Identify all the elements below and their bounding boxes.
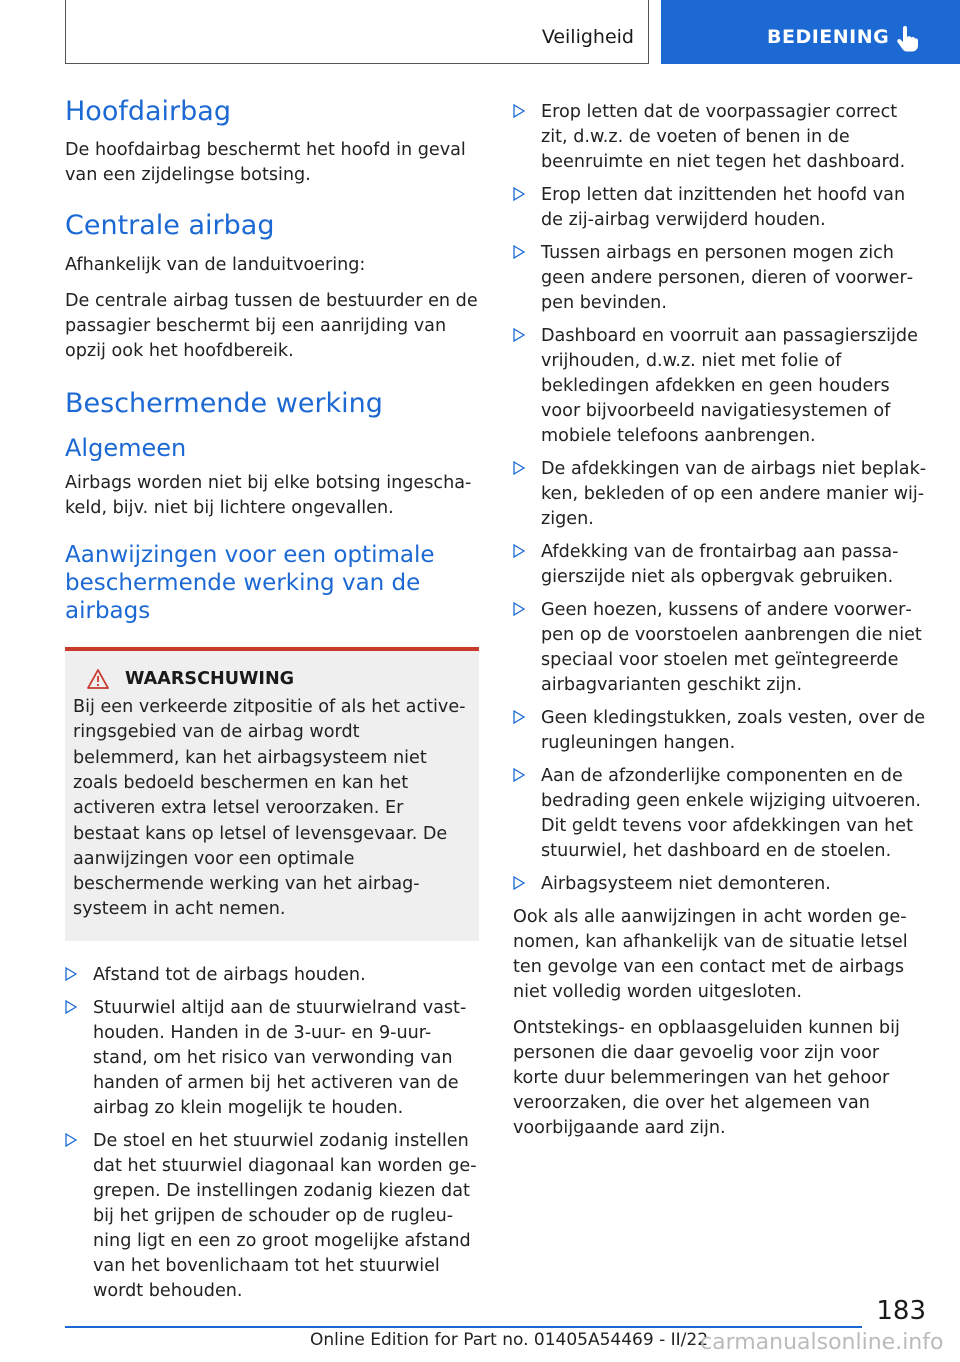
paragraph-centrale-2: De centrale airbag tussen de bestuurder en de passagier beschermt bij een aanrijding van opzij ook het hoofdbereik. (65, 290, 478, 361)
heading-aanwijzingen: Aanwijzingen voor een optimale beschermende werking van de airbags (65, 541, 435, 625)
bullet-triangle-icon (513, 461, 525, 475)
section-title: Veiligheid (541, 26, 634, 48)
bullet-triangle-icon (513, 710, 525, 724)
footer-rule (65, 1326, 862, 1328)
list-item-text: Stuurwiel altijd aan de stuurwielrand vasthouden. Handen in de 3-uur- en 9-uur-stand, om het risico van verwonding van handen of armen bij het activeren van de airbag zo klein mogelijk te houden. (93, 997, 467, 1118)
header-chapter-tab (661, 0, 960, 64)
paragraph-hoofdairbag: De hoofdairbag beschermt het hoofd in geval van een zijdelingse botsing. (65, 140, 466, 186)
bullet-triangle-icon (513, 602, 525, 616)
list-item (513, 457, 927, 532)
left-column (65, 96, 479, 1312)
watermark-text: carmanualsonline.info (700, 1330, 944, 1355)
right-bullet-list (513, 100, 927, 897)
bullet-triangle-icon (65, 967, 77, 981)
list-item-text: De afdekkingen van de airbags niet beplakken, bekleden of op een andere manier wijzigen. (541, 459, 927, 529)
list-item (65, 963, 479, 988)
list-item (513, 706, 927, 756)
list-item-text: De stoel en het stuurwiel zodanig instellen dat het stuurwiel diagonaal kan worden gegrepen. De instellingen zodanig kiezen dat bij het grijpen de schouder op de rugleuning ligt en een zo groot mogelijke afstand van het bovenlichaam tot het stuurwiel wordt behouden. (93, 1130, 477, 1301)
list-item-text: Dashboard en voorruit aan passagierszijde vrijhouden, d.w.z. niet met folie of bekledingen afdekken en geen houders voor bijvoorbeeld navigatiesystemen of mobiele telefoons aanbrengen. (541, 326, 918, 446)
paragraph-right-2: Ontstekings- en opblaasgeluiden kunnen bij personen die daar gevoelig voor zijn voor korte duur belemmeringen van het gehoor veroorzaken, die over het algemeen van voorbijgaande aard zijn. (513, 1018, 900, 1138)
warning-header (73, 669, 471, 689)
warning-title: WAARSCHUWING (125, 669, 295, 690)
list-item (513, 241, 927, 316)
list-item (513, 100, 927, 175)
hand-pointer-icon (895, 26, 919, 52)
list-item (65, 1129, 479, 1304)
header-section-tab (65, 0, 649, 64)
list-item (513, 598, 927, 698)
heading-centrale-airbag: Centrale airbag (65, 210, 275, 242)
list-item-text: Afdekking van de frontairbag aan passagierszijde niet als opbergvak gebruiken. (541, 542, 899, 587)
bullet-triangle-icon (513, 245, 525, 259)
right-column (513, 100, 927, 1152)
chapter-title: BEDIENING (767, 26, 890, 48)
bullet-triangle-icon (513, 328, 525, 342)
bullet-triangle-icon (513, 768, 525, 782)
page-number: 183 (876, 1296, 926, 1326)
list-item-text: Afstand tot de airbags houden. (93, 964, 366, 985)
bullet-triangle-icon (513, 104, 525, 118)
warning-text: Bij een verkeerde zitpositie of als het activeringsgebied van de airbag wordt belemmerd, kan het airbagsysteem niet zoals bedoeld beschermen en kan het activeren extra letsel veroorzaken. Er bestaat kans op letsel of levensgevaar. De aanwijzingen voor een optimale beschermende werking van het airbagsysteem in acht nemen. (73, 697, 466, 920)
bullet-triangle-icon (513, 187, 525, 201)
heading-beschermende-werking: Beschermende werking (65, 387, 383, 419)
list-item-text: Tussen airbags en personen mogen zich geen andere personen, dieren of voorwerpen bevinden. (541, 243, 914, 313)
bullet-triangle-icon (65, 1133, 77, 1147)
left-bullet-list (65, 963, 479, 1304)
list-item-text: Geen kledingstukken, zoals vesten, over de rugleuningen hangen. (541, 708, 926, 753)
list-item (65, 996, 479, 1121)
warning-triangle-icon (87, 669, 109, 689)
list-item (513, 764, 927, 864)
heading-algemeen: Algemeen (65, 434, 187, 463)
warning-box (65, 647, 479, 941)
list-item (513, 183, 927, 233)
list-item-text: Aan de afzonderlijke componenten en de bedrading geen enkele wijziging uitvoeren. Dit geldt tevens voor afdekkingen van het stuurwiel, het dashboard en de stoelen. (541, 766, 921, 861)
heading-hoofdairbag: Hoofdairbag (65, 96, 231, 127)
list-item-text: Geen hoezen, kussens of andere voorwerpen op de voorstoelen aanbrengen die niet speciaal voor stoelen met geïntegreerde airbagvarianten geschikt zijn. (541, 600, 922, 695)
list-item (513, 872, 927, 897)
paragraph-right-1: Ook als alle aanwijzingen in acht worden genomen, kan afhankelijk van de situatie letsel ten gevolge van een contact met de airbags niet volledig worden uitgesloten. (513, 907, 908, 1002)
bullet-triangle-icon (65, 1000, 77, 1014)
list-item-text: Erop letten dat inzittenden het hoofd van de zij-airbag verwijderd houden. (541, 185, 906, 230)
list-item-text: Airbagsysteem niet demonteren. (541, 874, 831, 894)
bullet-triangle-icon (513, 876, 525, 890)
list-item-text: Erop letten dat de voorpassagier correct zit, d.w.z. de voeten of benen in de beenruimte en niet tegen het dashboard. (541, 102, 906, 172)
paragraph-algemeen: Airbags worden niet bij elke botsing ingeschakeld, bijv. niet bij lichtere ongevallen. (65, 472, 472, 518)
edition-text: Online Edition for Part no. 01405A54469 - II/22 (310, 1330, 709, 1350)
list-item (513, 540, 927, 590)
bullet-triangle-icon (513, 544, 525, 558)
list-item (513, 324, 927, 449)
paragraph-centrale-1: Afhankelijk van de landuitvoering: (65, 254, 366, 275)
